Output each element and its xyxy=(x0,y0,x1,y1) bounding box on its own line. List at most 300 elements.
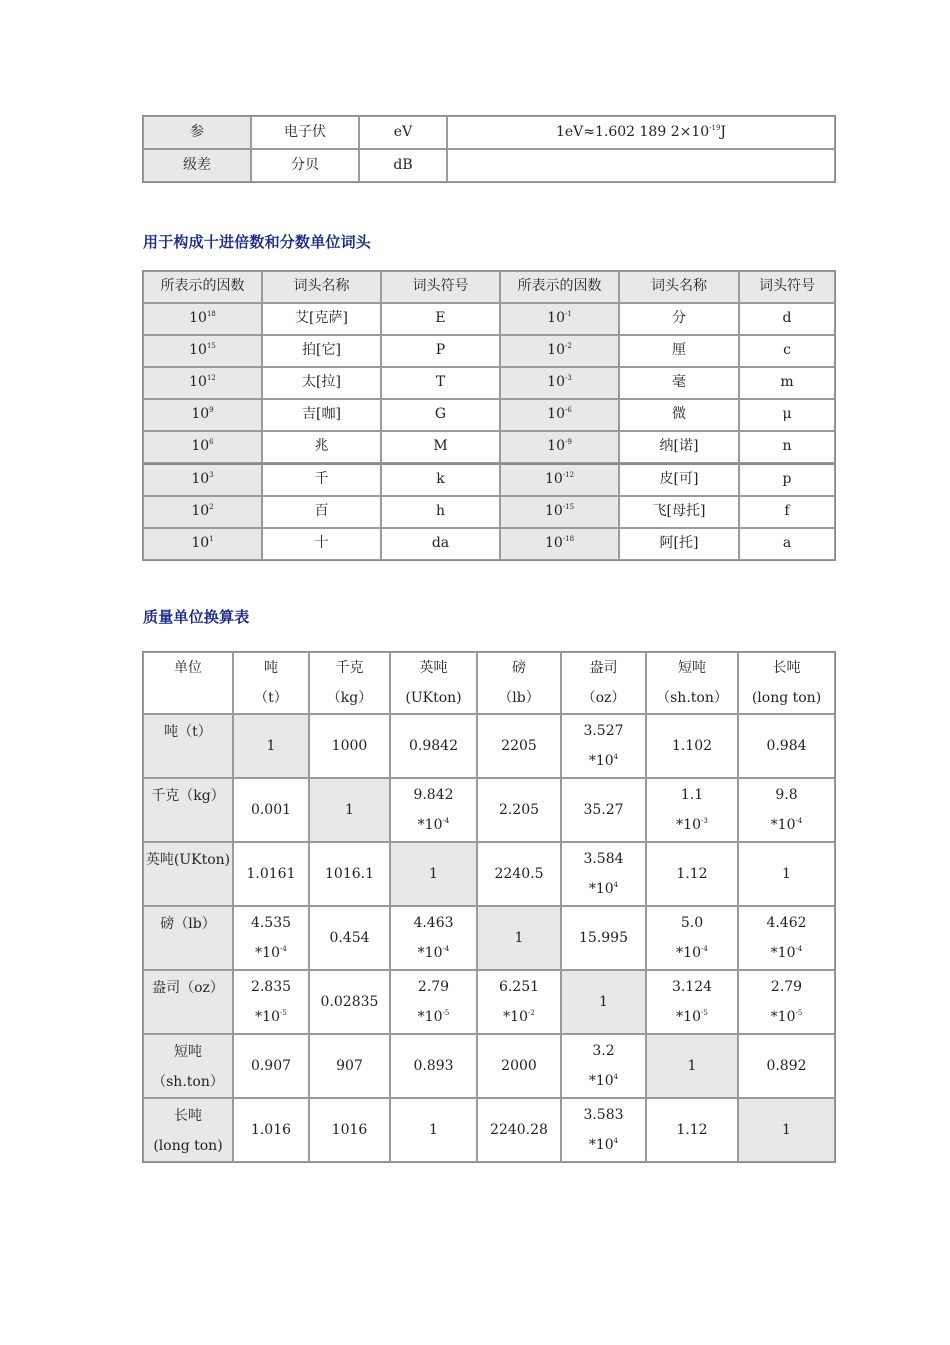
unit-name: 千克 xyxy=(335,660,364,676)
prefix-factor xyxy=(143,463,262,496)
conversion-value xyxy=(646,906,738,970)
power-base: *10 xyxy=(588,881,614,897)
row-unit-symbol: （sh.ton） xyxy=(152,1074,224,1090)
power-base: *10 xyxy=(770,945,796,961)
power-exponent: -4 xyxy=(795,945,803,953)
prefix-factor xyxy=(500,399,619,431)
conversion-value xyxy=(233,906,309,970)
factor-exponent: -9 xyxy=(565,438,572,447)
factor-base: 10 xyxy=(189,342,207,359)
value-power xyxy=(391,1002,476,1032)
table-row xyxy=(143,367,835,399)
power-base: *10 xyxy=(417,1009,443,1025)
conversion-value xyxy=(390,1098,477,1162)
prefix-factor xyxy=(143,303,262,335)
value-mantissa: 9.8 xyxy=(775,787,798,803)
value-mantissa: 2000 xyxy=(501,1058,537,1074)
unit-symbol: dB xyxy=(359,149,447,182)
conversion-value xyxy=(233,714,309,778)
value-mantissa: 1 xyxy=(687,1058,697,1074)
factor-exponent: -3 xyxy=(565,374,572,383)
prefix-symbol: m xyxy=(739,367,835,399)
unit-definition xyxy=(447,149,835,182)
factor-exponent: 1 xyxy=(209,535,214,544)
value-mantissa: 907 xyxy=(336,1058,363,1074)
value-power xyxy=(234,1002,308,1032)
value-mantissa: 4.462 xyxy=(766,915,807,931)
factor-base: 10 xyxy=(191,438,210,455)
prefix-symbol: M xyxy=(381,431,500,463)
value-mantissa: 1.1 xyxy=(680,787,704,803)
row-unit-name: 盎司（oz） xyxy=(152,980,224,996)
conversion-value xyxy=(561,906,646,970)
power-exponent: -4 xyxy=(280,945,287,953)
column-header: 所表示的因数 xyxy=(143,271,262,303)
value-power xyxy=(478,1002,560,1032)
value-mantissa: 3.584 xyxy=(583,851,624,867)
prefix-factor xyxy=(143,335,262,367)
unit-definition-table xyxy=(142,115,836,183)
conversion-value xyxy=(646,1034,738,1098)
column-header xyxy=(646,652,738,714)
conversion-value xyxy=(233,1098,309,1162)
column-header xyxy=(309,652,390,714)
table-row xyxy=(143,463,835,496)
factor-exponent: 18 xyxy=(206,310,216,319)
conversion-value xyxy=(477,842,561,906)
value-mantissa: 3.124 xyxy=(671,979,713,995)
column-header: 词头名称 xyxy=(262,271,381,303)
value-mantissa: 5.0 xyxy=(680,915,704,931)
conversion-value xyxy=(738,970,835,1034)
unit-symbol: （lb） xyxy=(498,690,540,706)
table-row xyxy=(143,842,835,906)
power-exponent: -3 xyxy=(701,817,708,825)
conversion-value xyxy=(738,842,835,906)
unit-name: 短吨 xyxy=(678,660,706,676)
value-power xyxy=(562,1130,645,1160)
unit-symbol: （kg） xyxy=(326,690,373,706)
value-mantissa: 6.251 xyxy=(498,979,540,995)
factor-exponent: -15 xyxy=(562,503,575,512)
factor-exponent: -1 xyxy=(565,310,572,319)
value-mantissa: 1.12 xyxy=(676,1122,708,1138)
prefix-name: 阿[托] xyxy=(619,528,739,560)
conversion-value xyxy=(309,906,390,970)
conversion-value xyxy=(561,970,646,1034)
conversion-value xyxy=(309,714,390,778)
value-mantissa: 0.02835 xyxy=(320,994,379,1010)
prefix-factor xyxy=(500,463,619,496)
value-mantissa: 2.79 xyxy=(417,979,450,995)
quantity-name: 级差 xyxy=(143,149,251,182)
prefix-name: 皮[可] xyxy=(619,463,739,496)
table-row xyxy=(143,431,835,463)
unit-name: 长吨 xyxy=(772,660,801,676)
conversion-value xyxy=(390,906,477,970)
value-mantissa: 2.835 xyxy=(250,979,292,995)
value-mantissa: 1 xyxy=(266,738,276,754)
prefix-factor xyxy=(500,496,619,528)
row-header xyxy=(143,1034,233,1098)
value-power xyxy=(391,938,476,968)
unit-name: 电子伏 xyxy=(251,116,359,149)
value-mantissa: 0.984 xyxy=(766,738,807,754)
value-mantissa: 1016 xyxy=(331,1122,368,1138)
value-power xyxy=(739,1002,834,1032)
conversion-value xyxy=(390,778,477,842)
factor-base: 10 xyxy=(544,471,563,488)
factor-exponent: 12 xyxy=(206,374,216,383)
value-mantissa: 0.001 xyxy=(250,802,292,818)
prefix-name: 十 xyxy=(262,528,381,560)
factor-base: 10 xyxy=(191,471,210,488)
power-exponent: 4 xyxy=(613,881,619,889)
column-header xyxy=(390,652,477,714)
power-base: *10 xyxy=(676,1009,701,1025)
prefix-name: 微 xyxy=(619,399,739,431)
prefix-symbol: n xyxy=(739,431,835,463)
table-row xyxy=(143,496,835,528)
row-unit-name: 英吨(UKton) xyxy=(145,852,231,868)
prefix-symbol: a xyxy=(739,528,835,560)
conversion-value xyxy=(561,778,646,842)
row-header xyxy=(143,970,233,1034)
prefix-symbol: d xyxy=(739,303,835,335)
column-header xyxy=(477,652,561,714)
prefix-factor xyxy=(500,431,619,463)
factor-exponent: -12 xyxy=(562,471,575,480)
row-header xyxy=(143,714,233,778)
value-power xyxy=(562,1066,645,1096)
unit-name: 盎司 xyxy=(589,660,618,676)
factor-base: 10 xyxy=(547,374,565,391)
prefix-symbol: c xyxy=(739,335,835,367)
column-header: 词头名称 xyxy=(619,271,739,303)
factor-exponent: 2 xyxy=(209,503,214,512)
conversion-value xyxy=(309,1098,390,1162)
value-mantissa: 3.527 xyxy=(583,723,624,739)
prefix-symbol: G xyxy=(381,399,500,431)
value-mantissa: 15.995 xyxy=(579,930,628,946)
value-mantissa: 1 xyxy=(782,1122,791,1138)
prefix-name: 分 xyxy=(619,303,739,335)
prefix-symbol: k xyxy=(381,463,500,496)
conversion-value xyxy=(477,714,561,778)
factor-exponent: -6 xyxy=(565,406,572,415)
conversion-value xyxy=(561,714,646,778)
conversion-value xyxy=(646,1098,738,1162)
table-row xyxy=(143,116,835,149)
value-mantissa: 9.842 xyxy=(413,787,454,803)
power-base: *10 xyxy=(417,945,443,961)
prefix-factor xyxy=(500,303,619,335)
conversion-value xyxy=(738,906,835,970)
power-exponent: -5 xyxy=(442,1009,450,1017)
power-base: *10 xyxy=(770,817,796,833)
prefix-name: 艾[克萨] xyxy=(262,303,381,335)
conversion-value xyxy=(390,1034,477,1098)
value-mantissa: 2.205 xyxy=(498,802,540,818)
conversion-value xyxy=(646,714,738,778)
unit-symbol: （t） xyxy=(254,690,288,706)
corner-header: 单位 xyxy=(143,652,233,714)
conversion-value xyxy=(646,842,738,906)
value-mantissa: 1 xyxy=(599,994,608,1010)
column-header: 词头符号 xyxy=(739,271,835,303)
value-mantissa: 1 xyxy=(782,866,791,882)
prefix-name: 飞[母托] xyxy=(619,496,739,528)
factor-exponent: 3 xyxy=(209,471,214,480)
value-mantissa: 1 xyxy=(514,930,524,946)
conversion-value xyxy=(477,778,561,842)
prefix-name: 太[拉] xyxy=(262,367,381,399)
conversion-value xyxy=(646,970,738,1034)
value-mantissa: 0.907 xyxy=(250,1058,292,1074)
value-mantissa: 1.0161 xyxy=(246,866,296,882)
prefix-factor xyxy=(143,528,262,560)
power-base: *10 xyxy=(676,945,701,961)
prefix-factor xyxy=(143,496,262,528)
value-mantissa: 0.892 xyxy=(766,1058,807,1074)
value-power xyxy=(562,746,645,776)
factor-base: 10 xyxy=(544,535,563,552)
unit-name: 吨 xyxy=(264,660,278,676)
conversion-value xyxy=(477,970,561,1034)
prefix-table-heading: 用于构成十进倍数和分数单位词头 xyxy=(143,233,372,251)
table-row xyxy=(143,1034,835,1098)
row-header xyxy=(143,906,233,970)
column-header xyxy=(738,652,835,714)
mass-table-heading: 质量单位换算表 xyxy=(143,608,250,626)
row-header xyxy=(143,842,233,906)
value-mantissa: 1.102 xyxy=(671,738,713,754)
prefix-factor xyxy=(143,367,262,399)
unit-name: 英吨 xyxy=(419,660,448,676)
conversion-value xyxy=(561,1034,646,1098)
factor-base: 10 xyxy=(191,535,210,552)
value-mantissa: 1000 xyxy=(331,738,368,754)
prefix-name: 厘 xyxy=(619,335,739,367)
value-mantissa: 1 xyxy=(429,1122,438,1138)
value-mantissa: 1.12 xyxy=(676,866,708,882)
factor-base: 10 xyxy=(189,310,207,327)
factor-base: 10 xyxy=(544,503,563,520)
factor-base: 10 xyxy=(547,406,565,423)
conversion-value xyxy=(646,778,738,842)
power-base: *10 xyxy=(770,1009,796,1025)
row-unit-name: 长吨 xyxy=(174,1108,202,1124)
quantity-name: 参 xyxy=(143,116,251,149)
value-mantissa: 35.27 xyxy=(583,802,624,818)
table-header-row xyxy=(143,271,835,303)
conversion-value xyxy=(309,842,390,906)
unit-symbol: eV xyxy=(359,116,447,149)
factor-base: 10 xyxy=(547,342,565,359)
unit-symbol: (long ton) xyxy=(751,690,822,706)
si-prefix-table xyxy=(142,270,836,561)
conversion-value xyxy=(309,1034,390,1098)
value-power xyxy=(647,810,737,840)
row-header xyxy=(143,1098,233,1162)
prefix-name: 千 xyxy=(262,463,381,496)
conversion-value xyxy=(233,842,309,906)
power-exponent: -5 xyxy=(701,1009,708,1017)
value-mantissa: 2240.5 xyxy=(494,866,544,882)
value-mantissa: 2205 xyxy=(501,738,537,754)
conversion-value xyxy=(390,970,477,1034)
power-exponent: 4 xyxy=(613,1073,619,1081)
conversion-value xyxy=(477,906,561,970)
factor-base: 10 xyxy=(189,374,207,391)
unit-name: 分贝 xyxy=(251,149,359,182)
column-header xyxy=(561,652,646,714)
power-base: *10 xyxy=(588,753,614,769)
factor-exponent: 9 xyxy=(209,406,214,415)
value-mantissa: 1 xyxy=(345,802,354,818)
value-mantissa: 0.454 xyxy=(329,930,370,946)
unit-symbol: （oz） xyxy=(581,690,626,706)
power-base: *10 xyxy=(417,817,443,833)
value-power xyxy=(739,938,834,968)
factor-exponent: 6 xyxy=(209,438,214,447)
value-mantissa: 1016.1 xyxy=(325,866,374,882)
factor-exponent: -18 xyxy=(562,535,575,544)
factor-base: 10 xyxy=(547,438,565,455)
value-mantissa: 2.79 xyxy=(770,979,803,995)
value-power xyxy=(562,874,645,904)
conversion-value xyxy=(233,970,309,1034)
conversion-value xyxy=(738,1034,835,1098)
conversion-value xyxy=(233,1034,309,1098)
prefix-symbol: p xyxy=(739,463,835,496)
power-exponent: -5 xyxy=(280,1009,287,1017)
power-exponent: -2 xyxy=(528,1009,535,1017)
value-mantissa: 1.016 xyxy=(250,1122,292,1138)
conversion-value xyxy=(233,778,309,842)
factor-base: 10 xyxy=(191,503,210,520)
prefix-symbol: f xyxy=(739,496,835,528)
conversion-value xyxy=(309,778,390,842)
row-unit-name: 千克（kg） xyxy=(151,788,225,804)
mass-conversion-table xyxy=(142,651,836,1163)
prefix-name: 兆 xyxy=(262,431,381,463)
power-base: *10 xyxy=(676,817,701,833)
value-mantissa: 4.535 xyxy=(250,915,292,931)
column-header: 词头符号 xyxy=(381,271,500,303)
row-header xyxy=(143,778,233,842)
conversion-value xyxy=(390,714,477,778)
prefix-factor xyxy=(500,367,619,399)
conversion-value xyxy=(738,714,835,778)
table-row xyxy=(143,714,835,778)
prefix-name: 纳[诺] xyxy=(619,431,739,463)
prefix-factor xyxy=(143,399,262,431)
value-mantissa: 3.2 xyxy=(592,1043,615,1059)
conversion-value xyxy=(738,778,835,842)
factor-exponent: 15 xyxy=(206,342,216,351)
power-exponent: 4 xyxy=(613,753,619,761)
value-mantissa: 0.893 xyxy=(413,1058,454,1074)
table-row xyxy=(143,335,835,367)
value-mantissa: 4.463 xyxy=(413,915,454,931)
prefix-symbol: T xyxy=(381,367,500,399)
conversion-value xyxy=(477,1098,561,1162)
table-row xyxy=(143,399,835,431)
value-power xyxy=(647,938,737,968)
conversion-value xyxy=(390,842,477,906)
conversion-value xyxy=(738,1098,835,1162)
value-power xyxy=(391,810,476,840)
prefix-symbol: h xyxy=(381,496,500,528)
power-exponent: -5 xyxy=(795,1009,803,1017)
prefix-name: 毫 xyxy=(619,367,739,399)
conversion-value xyxy=(309,970,390,1034)
unit-symbol: (UKton) xyxy=(405,690,462,706)
conversion-value xyxy=(477,1034,561,1098)
power-exponent: -4 xyxy=(795,817,803,825)
prefix-name: 拍[它] xyxy=(262,335,381,367)
row-unit-symbol: (long ton) xyxy=(153,1138,223,1154)
value-power xyxy=(739,810,834,840)
power-exponent: -4 xyxy=(442,945,450,953)
value-mantissa: 3.583 xyxy=(583,1107,624,1123)
table-header-row xyxy=(143,652,835,714)
value-mantissa: 0.9842 xyxy=(409,738,458,754)
factor-base: 10 xyxy=(191,406,210,423)
column-header xyxy=(233,652,309,714)
value-power xyxy=(234,938,308,968)
prefix-name: 百 xyxy=(262,496,381,528)
power-base: *10 xyxy=(255,945,280,961)
prefix-factor xyxy=(500,335,619,367)
prefix-symbol: μ xyxy=(739,399,835,431)
column-header: 所表示的因数 xyxy=(500,271,619,303)
power-base: *10 xyxy=(588,1073,614,1089)
prefix-symbol: da xyxy=(381,528,500,560)
prefix-symbol: E xyxy=(381,303,500,335)
table-row xyxy=(143,778,835,842)
row-unit-name: 短吨 xyxy=(174,1044,202,1060)
prefix-name: 吉[咖] xyxy=(262,399,381,431)
power-exponent: 4 xyxy=(613,1137,619,1145)
row-unit-name: 磅（lb） xyxy=(160,916,216,932)
row-unit-name: 吨（t） xyxy=(164,724,212,740)
factor-exponent: -2 xyxy=(565,342,572,351)
power-base: *10 xyxy=(503,1009,528,1025)
value-mantissa: 2240.28 xyxy=(490,1122,548,1138)
power-base: *10 xyxy=(255,1009,280,1025)
power-exponent: -4 xyxy=(442,817,450,825)
table-row xyxy=(143,149,835,182)
conversion-value xyxy=(561,842,646,906)
factor-base: 10 xyxy=(547,310,565,327)
table-row xyxy=(143,1098,835,1162)
table-row xyxy=(143,970,835,1034)
unit-definition: 1eV≈1.602 189 $2\times 10^{-19}J$ xyxy=(447,116,835,149)
value-mantissa: 1 xyxy=(429,866,438,882)
prefix-symbol: P xyxy=(381,335,500,367)
table-row xyxy=(143,528,835,560)
power-exponent: -4 xyxy=(701,945,708,953)
conversion-value xyxy=(561,1098,646,1162)
table-row xyxy=(143,303,835,335)
prefix-factor xyxy=(143,431,262,463)
power-base: *10 xyxy=(588,1137,614,1153)
prefix-factor xyxy=(500,528,619,560)
unit-symbol: （sh.ton） xyxy=(656,690,728,706)
unit-name: 磅 xyxy=(512,660,526,676)
